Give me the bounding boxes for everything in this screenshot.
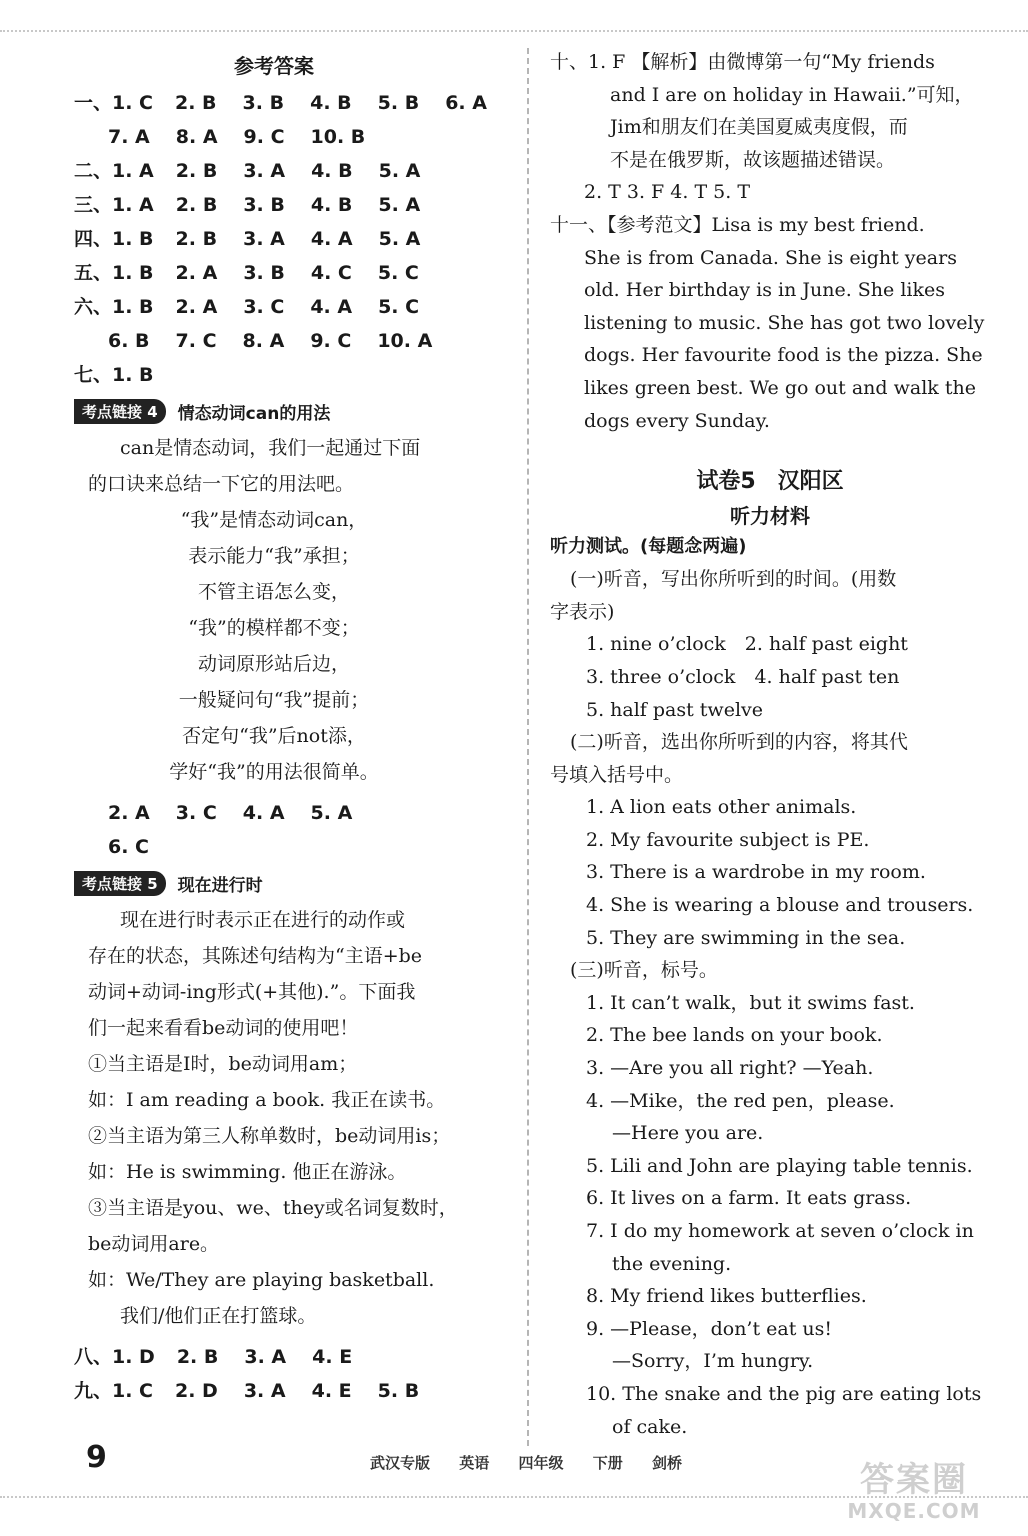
link5-tag: 考点链接 5: [74, 871, 166, 896]
listening-item: 2. My favourite subject is PE.: [586, 828, 870, 851]
answer-item: 5. A: [378, 228, 421, 250]
answer-item: 2. A: [175, 262, 218, 284]
answer-item: 2. B: [175, 228, 218, 250]
listening-item: 1. nine o’clock 2. half past eight: [586, 633, 908, 656]
listening-item: 1. It can’t walk，but it swims fast.: [586, 991, 915, 1014]
q10-line: 十、1. F 【解析】由微博第一句“My friends: [550, 51, 935, 73]
answer-item: 3. B: [243, 194, 285, 216]
q11-line: likes green best. We go out and walk the: [584, 376, 976, 399]
answer-item: 5. C: [378, 296, 420, 318]
answer-row: [74, 1374, 514, 1408]
answer-item: 2. B: [175, 194, 218, 216]
answer-item: 4. B: [310, 194, 353, 216]
answer-item: 3. C: [243, 296, 285, 318]
listening-item: 3. three o’clock 4. half past ten: [586, 665, 900, 688]
left-column: [74, 46, 514, 1408]
q11-line: dogs every Sunday.: [584, 409, 770, 432]
answer-item: 3. A: [244, 1346, 287, 1368]
rhyme-line: 表示能力“我”承担；: [188, 545, 360, 567]
listening-item: 3. —Are you all right? —Yeah.: [586, 1057, 874, 1080]
link5-line: 如：He is swimming. 他正在游泳。: [88, 1161, 407, 1183]
question-11: [550, 209, 990, 437]
answer-item: 4. E: [312, 1346, 353, 1368]
answer-item: 5. B: [377, 1380, 420, 1402]
watermark-logo: [814, 1460, 1014, 1530]
listening-item: 9. —Please，don’t eat us!: [586, 1317, 833, 1340]
answer-item: 2. B: [176, 1346, 219, 1368]
link5-line: 现在进行时表示正在进行的动作或: [120, 909, 406, 931]
link5-title: 现在进行时: [177, 875, 263, 896]
answer-item: 2. A: [175, 296, 218, 318]
listening-item: 3. There is a wardrobe in my room.: [586, 861, 926, 884]
answer-item: 七、1. B: [74, 364, 154, 386]
listening-item: 1. A lion eats other animals.: [586, 796, 857, 819]
rhyme-line: 否定句“我”后not添，: [182, 725, 366, 747]
link5-line: 存在的状态，其陈述句结构为“主语+be: [88, 945, 423, 967]
listening-item: 4. She is wearing a blouse and trousers.: [586, 894, 974, 917]
answer-item: 二、1. A: [74, 160, 154, 182]
answer-item: 6. A: [445, 92, 487, 114]
link5-line: 我们/他们正在打篮球。: [120, 1305, 317, 1327]
part-head-line: (三)听音，标号。: [570, 959, 718, 982]
answers-bottom: [74, 1340, 514, 1408]
footer-publisher: 剑桥: [652, 1454, 683, 1472]
answer-item: 4. B: [310, 92, 352, 114]
exam-title: 试卷5 汉阳区: [696, 469, 844, 495]
answer-item: 6. C: [108, 836, 149, 858]
answer-item: 一、1. C: [74, 92, 153, 114]
q11-line: 十一、【参考范文】Lisa is my best friend.: [550, 213, 925, 236]
listening-head: 听力测试。(每题念两遍): [550, 536, 747, 558]
answer-item: 4. A: [310, 228, 353, 250]
answer-row: [74, 222, 514, 256]
listening-item: —Here you are.: [612, 1122, 764, 1145]
answer-item: 六、1. B: [74, 296, 154, 318]
answer-item: 3. A: [243, 228, 285, 250]
answer-row: [74, 86, 514, 120]
footer-edition: 武汉专版: [370, 1454, 431, 1472]
answer-item: 7. C: [175, 330, 217, 352]
answer-item: 10. A: [377, 330, 433, 352]
answer-row: [74, 1340, 514, 1374]
link5-line: 如：I am reading a book. 我正在读书。: [88, 1089, 446, 1111]
answer-row: [74, 188, 514, 222]
answers-mid: [74, 796, 514, 864]
answer-item: 4. A: [242, 802, 285, 824]
answer-row: [74, 358, 514, 392]
answer-row: [74, 256, 514, 290]
answer-item: 9. C: [243, 126, 285, 148]
answer-row: [74, 154, 514, 188]
listening-item: 8. My friend likes butterflies.: [586, 1285, 867, 1308]
column-divider: [527, 48, 529, 1446]
rhyme-line: 一般疑问句“我”提前；: [178, 689, 370, 711]
answer-item: 3. B: [242, 92, 285, 114]
watermark-url: MXQE.COM: [847, 1499, 981, 1523]
q11-line: old. Her birthday is in June. She likes: [584, 279, 945, 302]
answer-row: [74, 290, 514, 324]
answer-item: 五、1. B: [74, 262, 154, 284]
answer-item: 4. C: [310, 262, 352, 284]
part2: [550, 726, 990, 954]
link5-line: ①当主语是I时，be动词用am；: [88, 1053, 358, 1075]
answer-item: 2. B: [175, 160, 218, 182]
answer-item: 8. A: [175, 126, 218, 148]
footer-volume: 下册: [592, 1454, 623, 1472]
part-head-line: 号填入括号中。: [550, 763, 684, 786]
listening-item: —Sorry，I’m hungry.: [612, 1350, 814, 1373]
answer-row: [74, 120, 514, 154]
watermark-logo-text: 答案圈: [860, 1460, 968, 1500]
answer-item: 3. A: [243, 1380, 286, 1402]
answer-item: 5. A: [310, 802, 353, 824]
answer-item: 5. A: [378, 160, 421, 182]
answer-item: 3. C: [175, 802, 217, 824]
answer-item: 4. B: [311, 160, 353, 182]
answer-row: [74, 796, 514, 830]
answer-item: 4. A: [310, 296, 353, 318]
link5-header: [74, 868, 514, 898]
link5-line: 动词+动词-ing形式(+其他).”。下面我: [88, 981, 416, 1003]
part3: [550, 954, 990, 1443]
listening-item: the evening.: [612, 1252, 732, 1275]
answer-item: 3. A: [243, 160, 286, 182]
answer-item: 2. D: [175, 1380, 218, 1402]
q10-line: 不是在俄罗斯，故该题描述错误。: [610, 148, 896, 171]
rhyme-line: 学好“我”的用法很简单。: [169, 761, 379, 783]
answer-item: 5. A: [378, 194, 421, 216]
answer-item: 2. A: [108, 802, 150, 824]
q10-line: 2. T 3. F 4. T 5. T: [584, 181, 750, 204]
listening-item: 4. —Mike，the red pen，please.: [586, 1089, 895, 1112]
link5-line: ②当主语为第三人称单数时，be动词用is；: [88, 1125, 451, 1147]
link5-line: ③当主语是you、we、they或名词复数时，: [88, 1197, 458, 1219]
part-head-line: (二)听音，选出你所听到的内容，将其代: [570, 731, 908, 754]
rhyme-line: “我”是情态动词can，: [180, 509, 368, 531]
link4-rhyme: [74, 502, 514, 790]
answers-heading: 参考答案: [234, 54, 314, 78]
link4-intro-1: can是情态动词，我们一起通过下面: [120, 437, 421, 459]
answer-item: 九、1. C: [74, 1380, 153, 1402]
listening-item: 7. I do my homework at seven o’clock in: [586, 1220, 974, 1242]
answer-item: 2. B: [175, 92, 217, 114]
answer-item: 8. A: [242, 330, 285, 352]
answer-item: 4. E: [311, 1380, 352, 1402]
part-head-line: 字表示): [550, 600, 615, 623]
answer-item: 10. B: [310, 126, 366, 148]
q10-line: Jim和朋友们在美国夏威夷度假，而: [610, 116, 908, 139]
q11-line: She is from Canada. She is eight years: [584, 246, 957, 269]
link4-header: [74, 396, 514, 426]
listening-item: 5. half past twelve: [586, 698, 763, 721]
page-number: 9: [86, 1440, 107, 1475]
link4-title: 情态动词can的用法: [177, 403, 331, 424]
link4-tag: 考点链接 4: [74, 399, 166, 424]
part1: [550, 563, 990, 726]
listening-item: 10. The snake and the pig are eating lots: [586, 1382, 982, 1405]
listening-item: 6. It lives on a farm. It eats grass.: [586, 1187, 912, 1210]
answer-item: 三、1. A: [74, 194, 154, 216]
listening-item: of cake.: [612, 1415, 688, 1438]
answer-row: [74, 830, 514, 864]
link5-line: 如：We/They are playing basketball.: [88, 1269, 435, 1291]
link4-intro-2: 的口诀来总结一下它的用法吧。: [88, 473, 355, 495]
footer-info: [370, 1452, 698, 1473]
rhyme-line: 动词原形站后边，: [197, 653, 350, 675]
answer-row: [74, 324, 514, 358]
top-decoration: [0, 0, 1028, 32]
listening-item: 5. They are swimming in the sea.: [586, 926, 906, 949]
rhyme-line: 不管主语怎么变，: [197, 581, 350, 603]
q11-line: dogs. Her favourite food is the pizza. She: [584, 344, 983, 367]
answer-item: 5. B: [377, 92, 420, 114]
answer-item: 3. B: [243, 262, 285, 284]
answer-item: 9. C: [310, 330, 352, 352]
link5-line: be动词用are。: [88, 1233, 220, 1255]
listening-item: 5. Lili and John are playing table tennis.: [586, 1154, 973, 1177]
answer-item: 6. B: [108, 330, 150, 352]
rhyme-line: “我”的模样都不变；: [188, 617, 360, 639]
listening-item: 2. The bee lands on your book.: [586, 1024, 883, 1047]
link5-body: [74, 902, 514, 1334]
answers-top: [74, 86, 514, 392]
q11-line: listening to music. She has got two lovely: [584, 311, 985, 334]
right-column: [550, 46, 990, 1443]
footer-subject: 英语: [459, 1454, 490, 1472]
footer-grade: 四年级: [518, 1454, 564, 1472]
part-head-line: (一)听音，写出你所听到的时间。(用数: [570, 568, 897, 591]
answer-item: 八、1. D: [74, 1346, 155, 1368]
answer-item: 7. A: [108, 126, 150, 148]
answer-item: 四、1. B: [74, 228, 154, 250]
answer-item: 5. C: [377, 262, 419, 284]
question-10: [550, 46, 990, 209]
listening-title: 听力材料: [730, 504, 810, 529]
q10-line: and I are on holiday in Hawaii.”可知，: [610, 83, 974, 106]
link5-line: 们一起来看看be动词的使用吧！: [88, 1017, 359, 1039]
